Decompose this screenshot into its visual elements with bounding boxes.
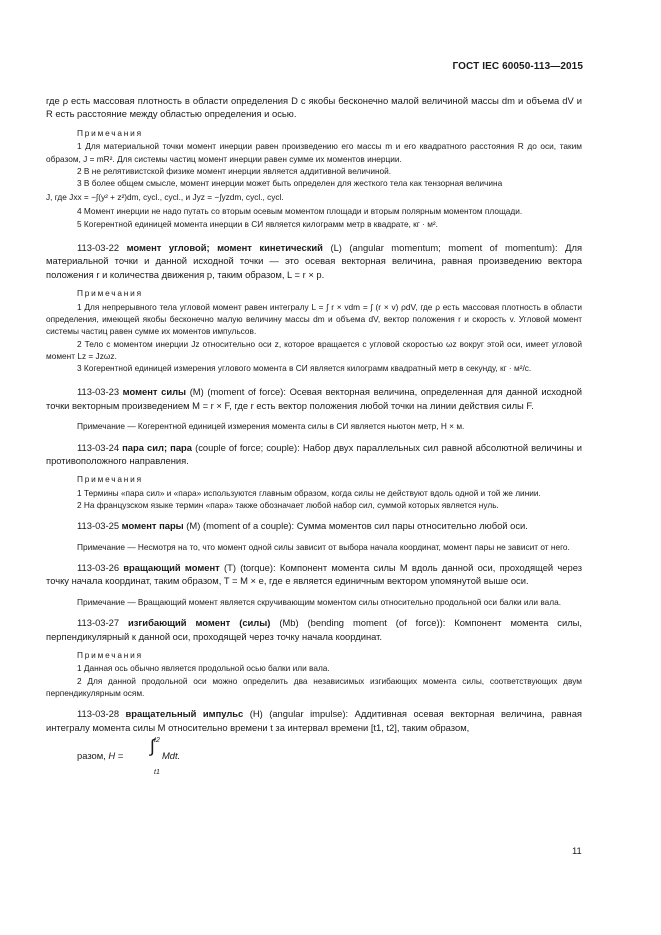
note-item: Примечание — Вращающий момент является скручивающим моментом силы относительно продольной оси балки или вала. [77,596,562,607]
notes-heading: Примечания [77,127,143,138]
impulse-formula [46,734,582,777]
note-item: 3 Когерентной единицей измерения углового момента в СИ является килограмм квадратный метр в секунду, кг · м²/с. [77,363,532,374]
note-item: 3 В более общем смысле, момент инерции может быть определен для жесткого тела как тензорная величина [77,178,503,189]
note-item: Примечание — Когерентной единицей измерения момента силы в СИ является ньютон метр, Н × м. [77,421,465,432]
term-113-03-22: 113-03-22 момент угловой; момент кинетический (L) (angular momentum; moment of momentum): Для материальной точки и данной исходной точки — это осевая векторная величина, равная произведению вектора положения r и количества движения p, таким образом, L = r × p. [46,242,583,280]
note-item: 2 В не релятивистской физике момент инерции является аддитивной величиной. [77,165,392,176]
term-113-03-27: 113-03-27 изгибающий момент (силы) (Mb) (bending moment (of force)): Компонент момента силы, перпендикулярный к данной оси, проходящей через точку начала координат. [46,617,583,642]
term-113-03-26: 113-03-26 вращающий момент (T) (torque): Компонент момента силы M вдоль данной оси, проходящей через точку начала координат, таким образом, T = M × e, где e является единичным вектором упомянутой выше оси. [46,562,583,587]
formula-lead: разом, H = [77,750,124,762]
note-item: 5 Когерентной единицей момента инерции в СИ является килограмм метр в квадрате, кг · м². [77,218,438,229]
note-item: 1 Данная ось обычно является продольной осью балки или вала. [77,663,330,674]
note-item: 4 Момент инерции не надо путать со вторым осевым моментом площади и вторым полярным моментом площади. [77,206,523,217]
note-item: 1 Термины «пара сил» и «пара» используются главным образом, когда силы не действуют вдоль одной и той же линии. [77,487,541,498]
notes-heading: Примечания [77,474,143,485]
integrand: Mdt. [162,750,181,762]
term-113-03-23: 113-03-23 момент силы (M) (moment of force): Осевая векторная величина, определенная для данной исходной точки векторным произведением M = r × F, где r есть вектор положения любой точки на линии действия силы F. [46,386,582,411]
page-content [46,94,583,777]
intro-paragraph: где ρ есть массовая плотность в области определения D с якобы бесконечно малой величиной массы dm и объема dV и R есть расстояние между областью определения и осью. [46,95,582,120]
note-item: 2 Для данной продольной оси можно определить два независимых изгибающих момента силы, соответствующих двум перпендикулярным осям. [46,675,582,698]
term-name: изгибающий момент (силы) [127,617,271,629]
term-name: вращающий момент [123,562,220,574]
note-item: Примечание — Несмотря на то, что момент одной силы зависит от выбора начала координат, момент пары не зависит от него. [77,541,570,552]
notes-heading: Примечания [77,288,143,299]
term-113-03-24: 113-03-24 пара сил; пара (couple of force; couple): Набор двух параллельных сил равной абсолютной величины и противоположного направления. [46,441,583,466]
note-item: 2 На французском языке термин «пара» также обозначает любой набор сил, суммой которых является нуль. [77,500,499,511]
term-name: момент силы [122,386,187,398]
integral-lower-limit: t1 [154,769,160,777]
term-name: момент угловой; момент кинетический [126,242,323,253]
note-item: 1 Для материальной точки момент инерции равен произведению его массы m и его квадратного расстояния R до оси, таким образом, J = mR². Для системы частиц момент инерции равен сумме их моментов инерции. [46,141,582,164]
term-name: пара сил; пара [122,441,192,453]
term-113-03-28: 113-03-28 вращательный импульс (H) (angular impulse): Аддитивная осевая векторная величина, равная интегралу момента силы M относительно времени t за интервал времени [t1, t2], таким образом, [46,708,582,733]
integral-sign-icon: ∫ [150,736,155,757]
integral-upper-limit: t2 [154,737,160,745]
tensor-formula-text: J, где Jxx = −∫(y² + z²)dm, cycl., cycl., и Jyz = −∫yzdm, cycl., cycl. [46,192,284,203]
term-name: момент пары [121,520,184,532]
term-name: вращательный импульс [125,708,244,720]
term-113-03-25: 113-03-25 момент пары (M) (moment of a couple): Сумма моментов сил пары относительно любой оси. [77,520,528,532]
page-number: 11 [572,845,582,856]
note-item: 1 Для непрерывного тела угловой момент равен интегралу L = ∫ r × vdm = ∫ (r × v) ρdV, где ρ есть массовая плотность в области определения, имеющей якобы бесконечно малую величину массы dm и объема dV, вектор положения r и скорость v. Угловой момент системы частиц равен сумме их моментов импульсов. [46,301,582,337]
tensor-formula [46,189,582,205]
note-item: 2 Тело с моментом инерции Jz относительно оси z, которое вращается с угловой скоростью ωz вокруг этой оси, имеет угловой момент Lz = Jzωz. [46,338,582,361]
notes-heading: Примечания [77,649,143,660]
standard-header: ГОСТ IEC 60050-113—2015 [452,61,583,72]
